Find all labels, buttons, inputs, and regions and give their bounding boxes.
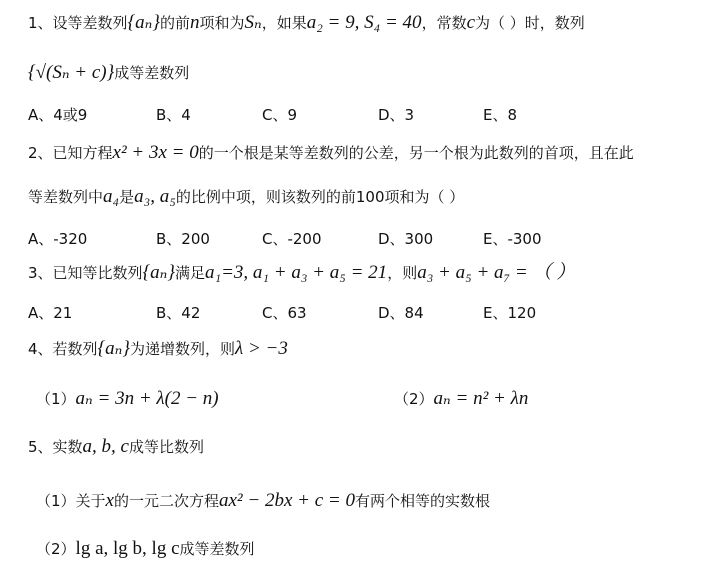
q2-text-d: 是 xyxy=(119,188,135,206)
q5-item1-mid: 的一元二次方程 xyxy=(113,492,219,510)
q3-seq: {aₙ} xyxy=(142,262,175,283)
q1-text-d: ，如果 xyxy=(261,14,307,32)
q5-item2-end: 成等差数列 xyxy=(179,540,255,558)
q4-item1-label: （1） xyxy=(36,390,76,408)
q1-option-e: E、8 xyxy=(483,106,518,124)
q3-text-b: 满足 xyxy=(174,264,205,282)
q1-n: n xyxy=(189,12,200,33)
q1-seq: {aₙ} xyxy=(127,12,160,33)
q2-text-b: 的一个根是某等差数列的公差，另一个根为此数列的首项，且在此 xyxy=(198,144,634,162)
q1-text-e: ，常数 xyxy=(421,14,467,32)
q4-item1 xyxy=(36,388,219,410)
q5-text-a: 5、实数 xyxy=(28,438,83,456)
q2-option-b: B、200 xyxy=(156,230,210,248)
q4-text-b: 为递增数列，则 xyxy=(129,340,235,358)
q2-line1 xyxy=(28,142,634,164)
q3-option-a: A、21 xyxy=(28,304,73,322)
q4-item1-expr: aₙ = 3n + λ(2 − n) xyxy=(75,388,219,409)
q1-text-a: 1、设等差数列 xyxy=(28,14,128,32)
q5-item2-expr: lg a, lg b, lg c xyxy=(75,538,180,559)
q1-expr: {√(Sₙ + c)} xyxy=(28,62,115,83)
q4-line1 xyxy=(28,338,288,360)
q3-option-d: D、84 xyxy=(378,304,424,322)
q3-option-e: E、120 xyxy=(483,304,537,322)
q2-a4: a₄ xyxy=(103,186,120,207)
q2-option-a: A、-320 xyxy=(28,230,88,248)
q2-text-a: 2、已知方程 xyxy=(28,144,113,162)
q4-text-a: 4、若数列 xyxy=(28,340,98,358)
q3-text-a: 3、已知等比数列 xyxy=(28,264,143,282)
q1-option-c: C、9 xyxy=(262,106,298,124)
q1-option-b: B、4 xyxy=(156,106,191,124)
q2-a3a5: a₃, a₅ xyxy=(134,186,176,207)
q1-text-c: 项和为 xyxy=(199,14,245,32)
q1-cond: a₂ = 9, S₄ = 40 xyxy=(306,12,422,33)
q3-line1 xyxy=(28,262,575,284)
q5-item1-end: 有两个相等的实数根 xyxy=(354,492,490,510)
q5-line1 xyxy=(28,436,204,458)
q5-vars: a, b, c xyxy=(82,436,129,457)
q2-text-c: 等差数列中 xyxy=(28,188,104,206)
q3-cond: a₁=3, a₁ + a₃ + a₅ = 21 xyxy=(204,262,388,283)
q2-eq: x² + 3x = 0 xyxy=(112,142,199,163)
q1-c: c xyxy=(466,12,476,33)
q3-option-b: B、42 xyxy=(156,304,201,322)
q2-option-d: D、300 xyxy=(378,230,434,248)
q3-expr: a₃ + a₅ + a₇ = （ ） xyxy=(417,262,576,283)
q1-option-d: D、3 xyxy=(378,106,415,124)
q2-text-e: 的比例中项，则该数列的前100项和为（ ） xyxy=(175,188,465,206)
q5-item1-eq: ax² − 2bx + c = 0 xyxy=(219,490,355,511)
q5-text-b: 成等比数列 xyxy=(128,438,204,456)
q1-option-a: A、4或9 xyxy=(28,106,88,124)
q4-cond: λ > −3 xyxy=(234,338,288,359)
q4-item2-expr: aₙ = n² + λn xyxy=(433,388,529,409)
q5-item1 xyxy=(36,490,490,512)
q4-item2-label: （2） xyxy=(394,390,434,408)
q2-option-e: E、-300 xyxy=(483,230,542,248)
q3-text-c: ，则 xyxy=(387,264,418,282)
q3-option-c: C、63 xyxy=(262,304,307,322)
q1-sn: Sₙ xyxy=(244,12,262,33)
q1-line2 xyxy=(28,62,189,84)
q5-item2 xyxy=(36,538,255,560)
q4-item2 xyxy=(394,388,528,410)
q5-item1-x: x xyxy=(105,490,114,511)
q2-option-c: C、-200 xyxy=(262,230,322,248)
q2-line2 xyxy=(28,186,464,208)
q1-text-f: 为（ ）时，数列 xyxy=(475,14,585,32)
q1-text-g: 成等差数列 xyxy=(114,64,190,82)
q5-item1-label: （1）关于 xyxy=(36,492,106,510)
q1-text-b: 的前 xyxy=(159,14,190,32)
q1-line1 xyxy=(28,12,585,34)
q5-item2-label: （2） xyxy=(36,540,76,558)
q4-seq: {aₙ} xyxy=(97,338,130,359)
